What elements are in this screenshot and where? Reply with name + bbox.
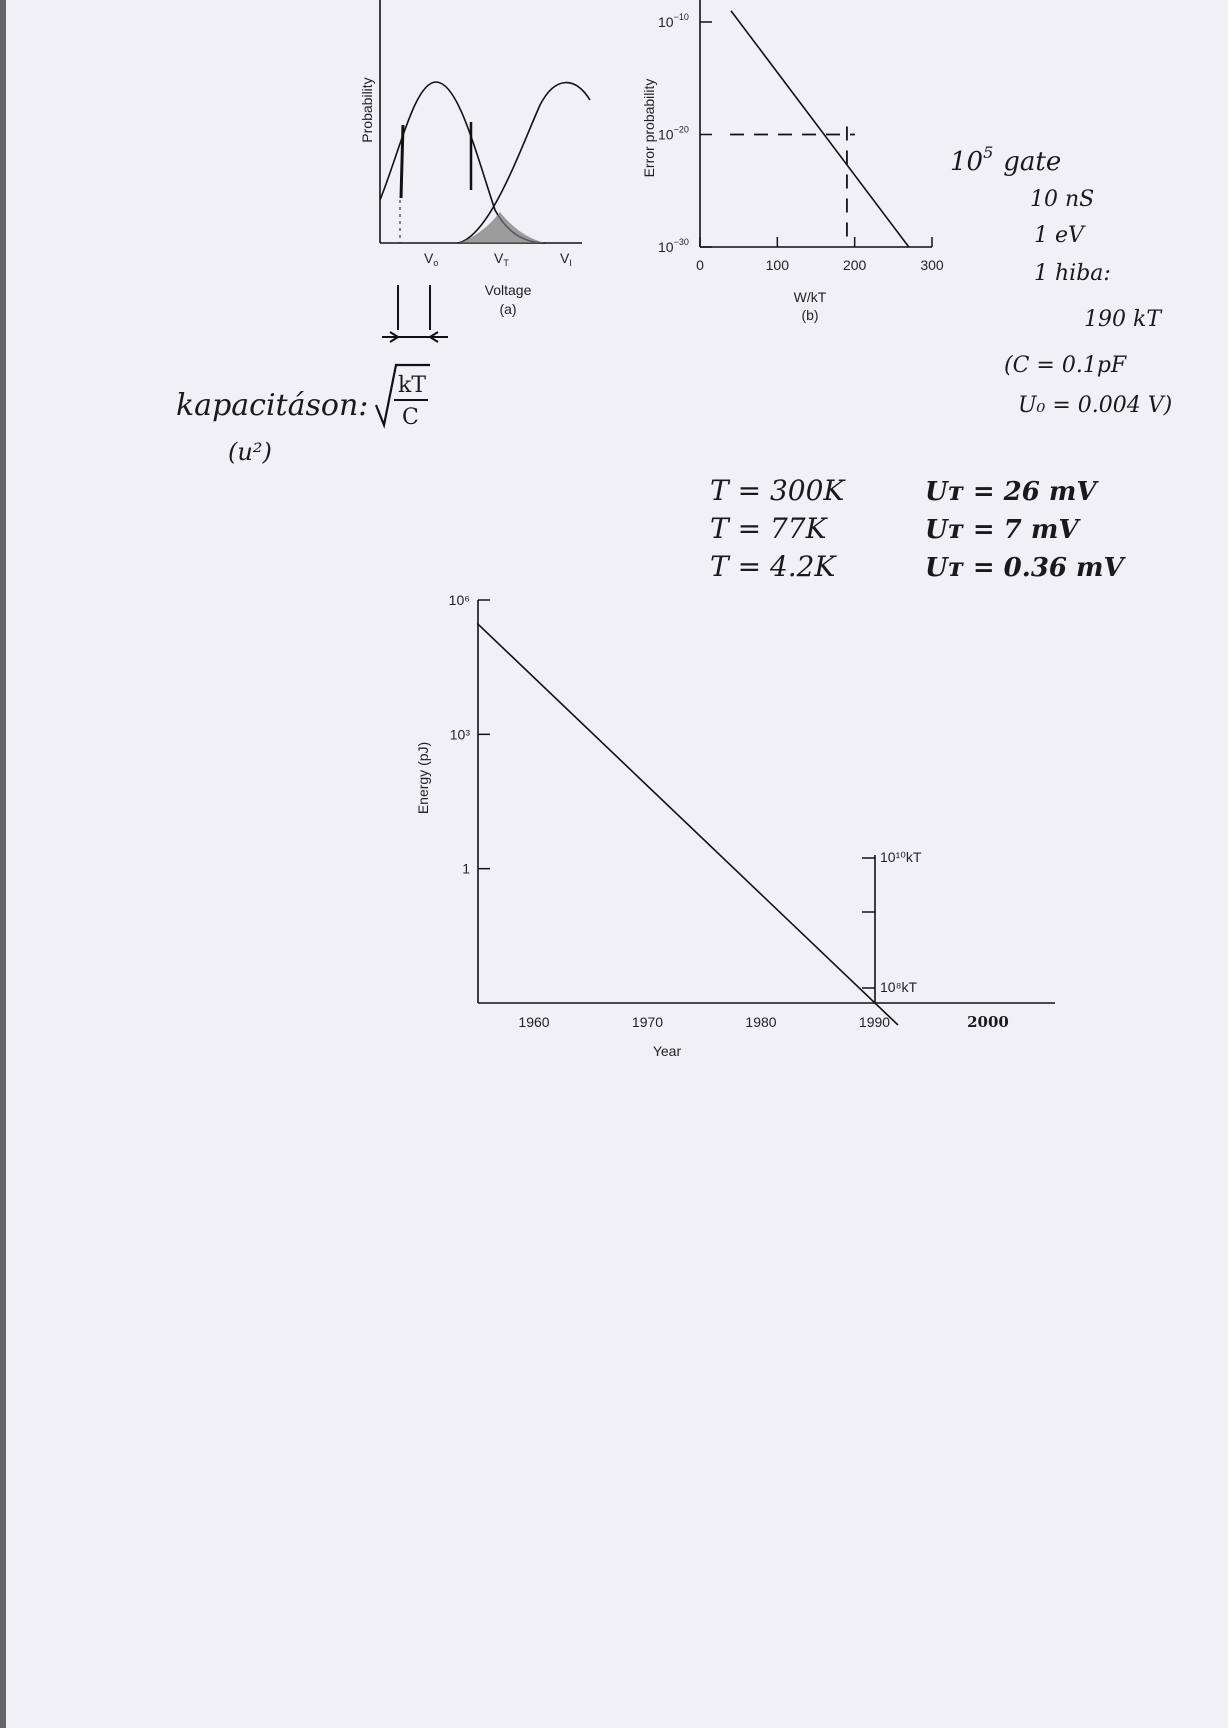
temperature-value: T = 300K	[710, 474, 845, 507]
year-x-tick-label: 1980	[745, 1014, 777, 1030]
vt-label: $V_T$	[494, 250, 509, 268]
v1-distribution-curve	[458, 83, 590, 243]
capacitance-label: kapacitáson:	[176, 388, 369, 423]
error-probability-line	[731, 11, 909, 247]
thermal-voltage-value: Uᴛ = 7 mV	[925, 515, 1079, 545]
thermal-voltage-value: Uᴛ = 26 mV	[925, 477, 1097, 507]
energy-y-label: Energy (pJ)	[415, 741, 431, 815]
year-x-label: Year	[652, 1043, 682, 1059]
capacitance-note: (C = 0.1pF	[1004, 353, 1127, 378]
energy-y-tick-label: 10⁶	[448, 592, 470, 608]
thermal-voltage-value: Uᴛ = 0.36 mV	[925, 553, 1124, 583]
figure-b-y-label: Error probability	[641, 78, 657, 178]
temperature-value: T = 4.2K	[710, 550, 836, 583]
year-x-tick-label: 1990	[858, 1014, 891, 1030]
frac-denominator: C	[402, 405, 419, 430]
kt-right-label-bottom: 10⁸kT	[880, 979, 918, 995]
left-marker	[401, 125, 403, 198]
frac-numerator: kT	[398, 373, 427, 398]
figure-a	[359, 0, 590, 317]
energy-y-tick-label: 1	[462, 860, 470, 877]
temperature-value: T = 77K	[710, 512, 827, 545]
figure-b-x-tick-label: 300	[920, 257, 944, 273]
handwritten-notes-right	[950, 143, 1172, 418]
energy-note: 1 eV	[1034, 223, 1084, 248]
kt-right-ticks	[862, 849, 922, 995]
figure-b-y-tick-label: $10^{-20}$	[658, 124, 689, 143]
capacitance-sub: (u²)	[228, 438, 272, 466]
energy-y-ticks	[449, 592, 490, 877]
overlap-shading	[458, 212, 545, 243]
scan-edge	[0, 0, 6, 1728]
figure-b	[641, 0, 944, 323]
figure-b-x-tick-label: 0	[696, 257, 704, 273]
figure-a-y-label: Probability	[359, 77, 375, 143]
v1-label: $V_I$	[560, 250, 572, 268]
gates-note: $10^5$ gate	[950, 143, 1062, 177]
figure-b-x-label: W/kT	[793, 289, 827, 305]
kt-right-label-top: 10¹⁰kT	[880, 849, 922, 865]
temperature-table	[710, 474, 1127, 583]
v0-distribution-curve	[380, 82, 545, 243]
figure-b-x-tick-label: 100	[765, 257, 790, 273]
figure-b-y-ticks	[658, 12, 712, 255]
handwritten-notes-left	[176, 285, 448, 466]
figure-a-caption: (a)	[499, 301, 517, 317]
figure-b-x-tick-label: 200	[842, 257, 867, 273]
year-x-tick-label: 2000	[967, 1013, 1009, 1031]
u0-note: U₀ = 0.004 V)	[1018, 393, 1173, 418]
energy-trend-line	[477, 623, 898, 1025]
energy-y-tick-label: 10³	[449, 726, 470, 743]
error-note: 1 hiba:	[1034, 261, 1111, 286]
figure-b-y-tick-label: $10^{-10}$	[658, 12, 689, 30]
year-x-tick-label: 1970	[631, 1014, 664, 1030]
figure-b-y-tick-label: $10^{-30}$	[658, 237, 689, 255]
v0-label: $V_o$	[424, 250, 439, 268]
energy-year-chart	[415, 592, 1055, 1059]
year-x-tick-label: 1960	[518, 1014, 550, 1030]
time-note: 10 nS	[1030, 187, 1095, 212]
figure-b-caption: (b)	[801, 307, 819, 323]
figure-b-x-ticks	[696, 237, 944, 273]
year-x-ticks	[518, 1013, 1008, 1031]
figure-a-x-label: Voltage	[484, 282, 532, 298]
result-note: 190 kT	[1084, 307, 1161, 332]
